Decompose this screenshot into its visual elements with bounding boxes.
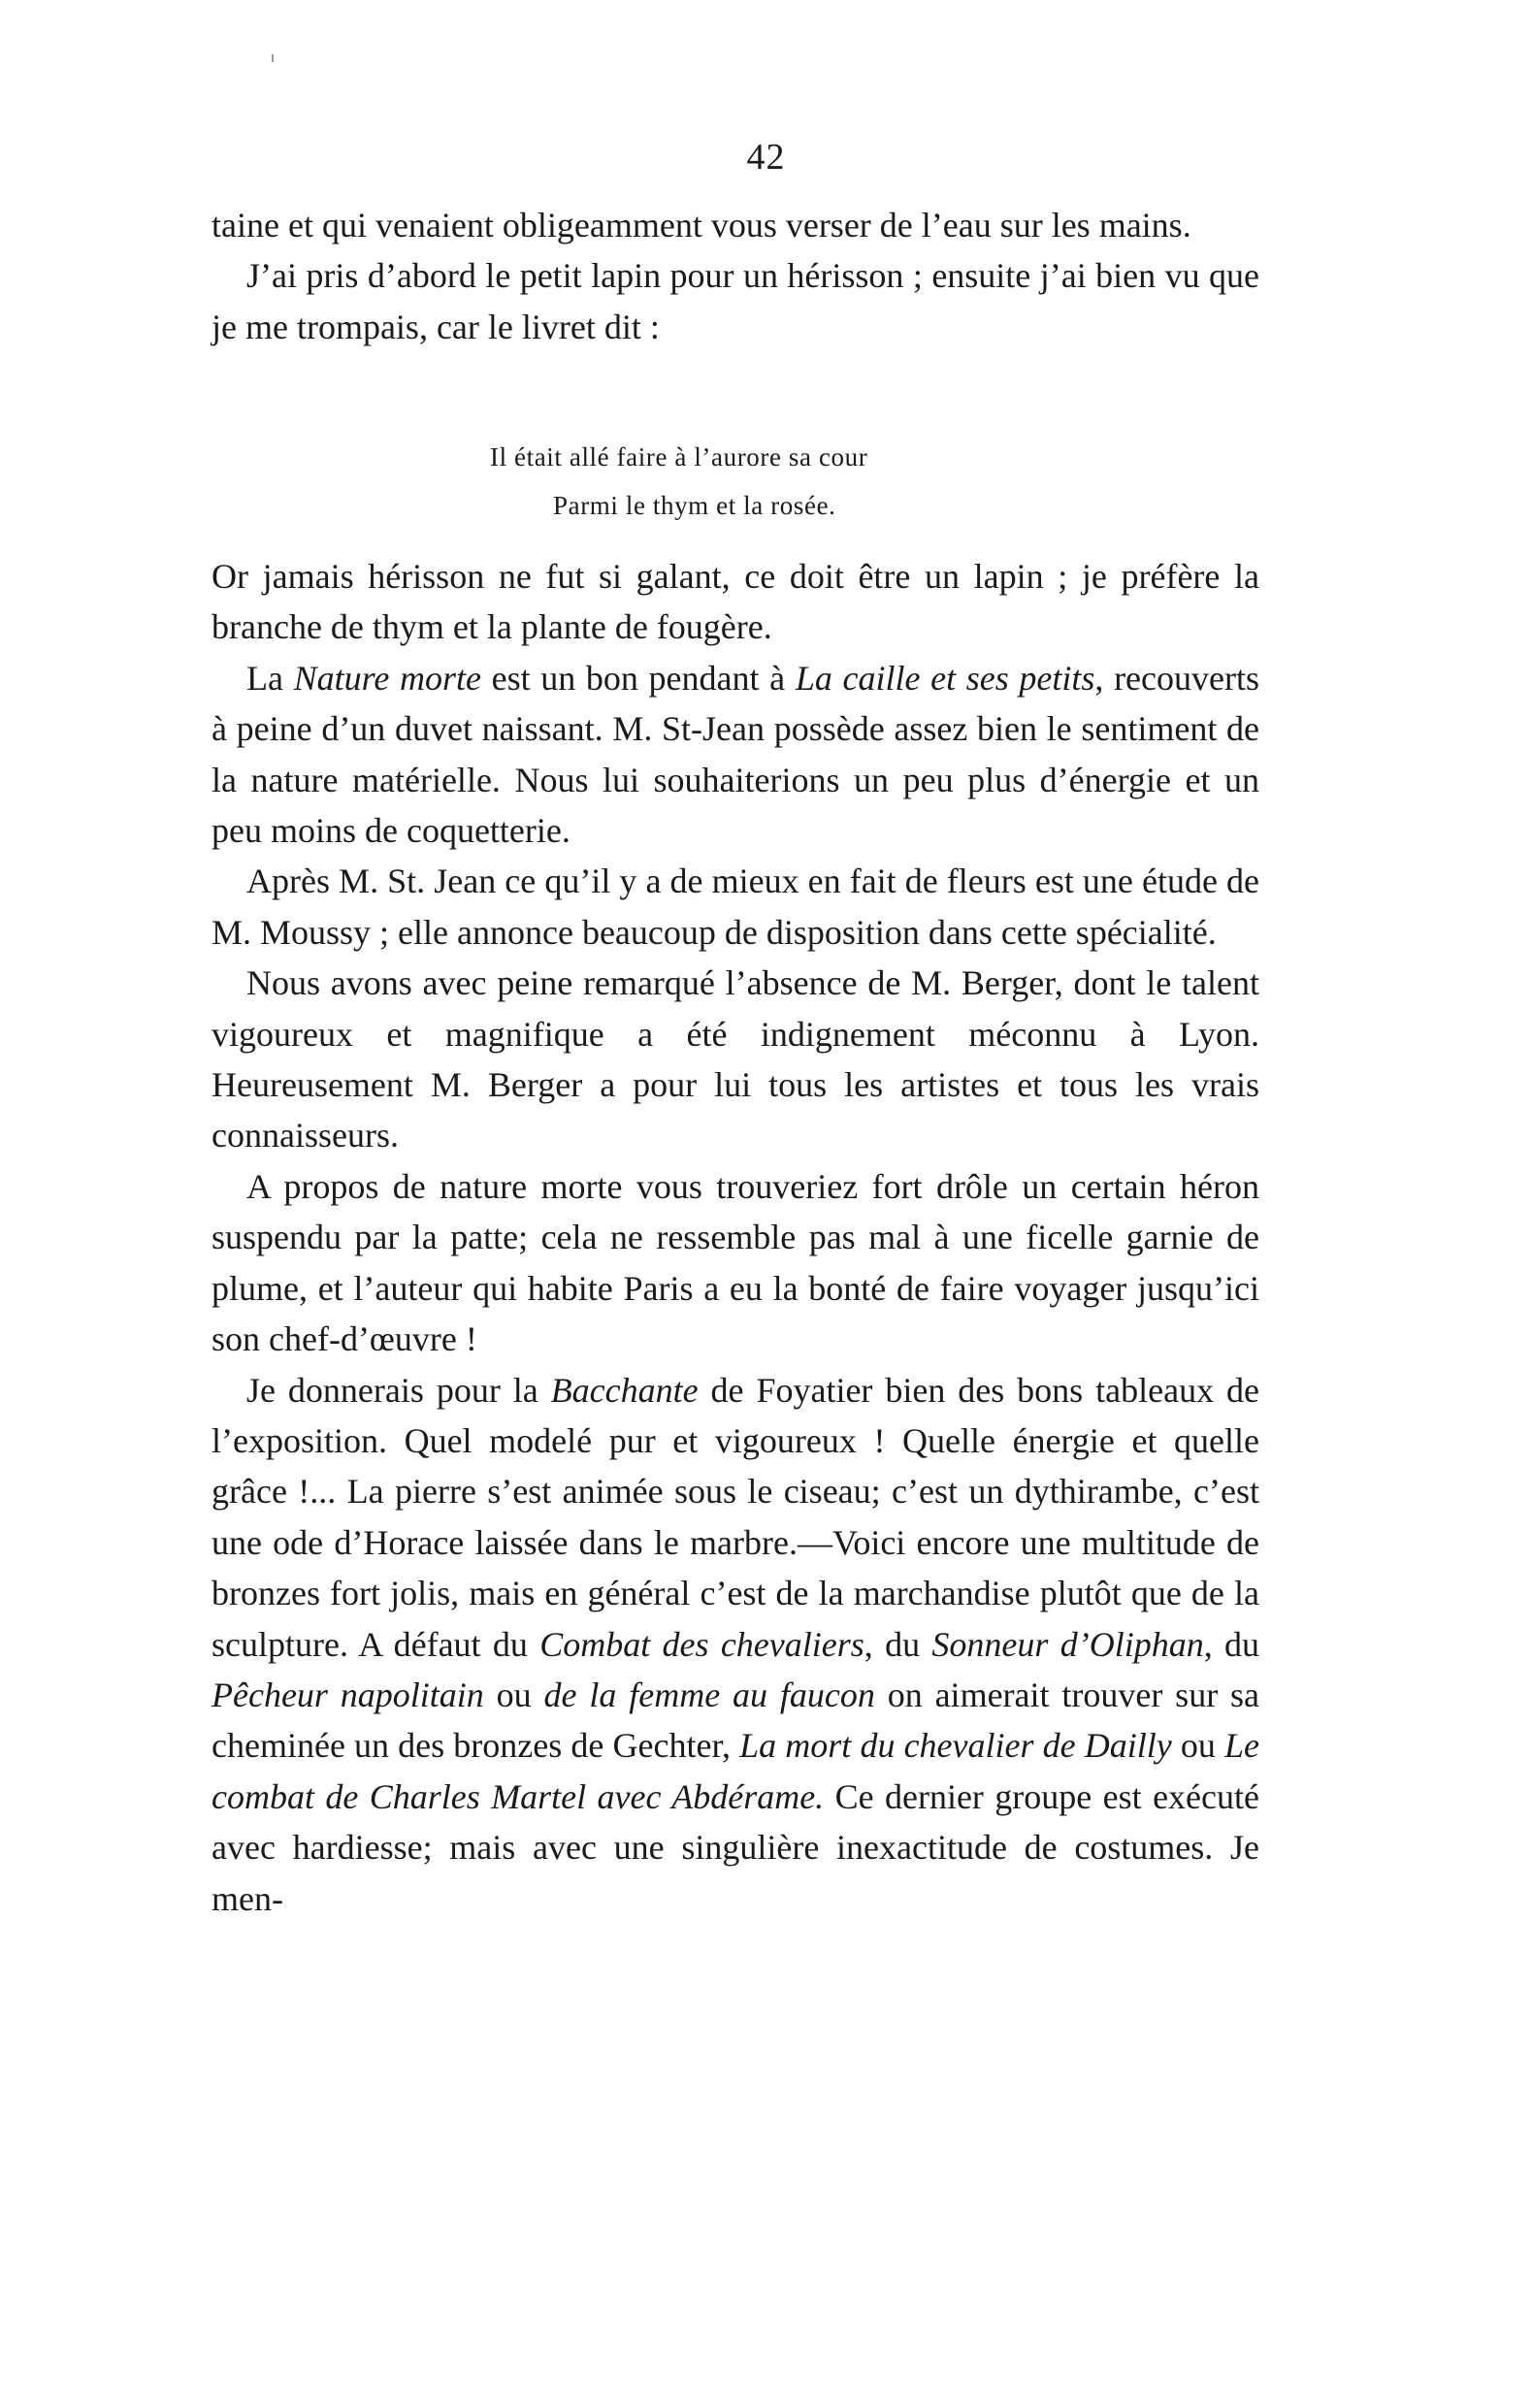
- text-run: Ce dernier groupe est exécuté avec hardiesse; mais avec une singulière inexactitude de costumes. Je men-: [212, 1776, 1259, 1918]
- artwork-title: Le combat de Charles Martel avec Abdérame.: [212, 1726, 1260, 1816]
- artwork-title: Nature morte: [293, 658, 481, 698]
- text-run: on aimerait trouver sur sa cheminée un des bronzes de Gechter,: [212, 1675, 1260, 1766]
- verse-line-1: Il était allé faire à l’aurore sa cour: [490, 442, 868, 472]
- artwork-title: Sonneur d’Oliphan: [931, 1624, 1204, 1664]
- text-run: , du: [1203, 1624, 1260, 1664]
- scan-speck: [272, 54, 274, 62]
- artwork-title: Combat des chevaliers: [539, 1624, 864, 1664]
- paragraph-lapin-text: J’ai pris d’abord le petit lapin pour un hérisson ; ensuite j’ai bien vu que je me trompais, car le livret dit :: [212, 256, 1259, 346]
- text-run: ou: [1171, 1726, 1225, 1766]
- text-run: Je donnerais pour la: [246, 1370, 551, 1410]
- text-run: , du: [864, 1624, 932, 1664]
- artwork-title: La mort du chevalier de Dailly: [739, 1726, 1172, 1766]
- artwork-title: de la femme au faucon: [543, 1675, 875, 1714]
- verse-quote: [490, 433, 867, 530]
- artwork-title: La caille et ses petits: [795, 658, 1095, 698]
- paragraph-bacchante: [212, 1365, 1259, 1924]
- verse-line-2: Parmi le thym et la rosée.: [553, 491, 836, 520]
- paragraph-lapin: [212, 250, 1259, 352]
- text-run: de Foyatier bien des bons tableaux de l’exposition. Quel modelé pur et vigoureux ! Quelle énergie et quelle grâce !... La pierre s’est animée sous le ciseau; c’est un dythirambe, c’est une ode d’Horace laissée dans le marbre.—Voici encore une multitude de bronzes fort jolis, mais en général c’est de la marchandise plutôt que de la sculpture. A défaut du: [212, 1370, 1259, 1664]
- paragraph-continuation: taine et qui venaient obligeamment vous verser de l’eau sur les mains.: [212, 206, 1191, 244]
- paragraph-heron: A propos de nature morte vous trouveriez fort drôle un certain héron suspendu par la patte; cela ne ressemble pas mal à une ficelle garnie de plume, et l’auteur qui habite Paris a eu la bonté de faire voyager jusqu’ici son chef-d’œuvre !: [212, 1166, 1259, 1359]
- text-run: La: [246, 658, 294, 698]
- artwork-title: Pêcheur napolitain: [212, 1675, 484, 1714]
- page-number: 42: [746, 137, 786, 178]
- artwork-title: Bacchante: [550, 1370, 699, 1410]
- text-run: ou: [483, 1675, 544, 1714]
- body-text-main: [212, 551, 1259, 1924]
- text-run: , recouverts à peine d’un duvet naissant. M. St-Jean possède assez bien le sentiment de la nature matérielle. Nous lui souhaiterions un peu plus d’énergie et un peu moins de coquetterie.: [212, 658, 1259, 851]
- body-text-top: [212, 200, 1259, 352]
- paragraph-nature-morte: [212, 653, 1259, 857]
- paragraph-herisson: Or jamais hérisson ne fut si galant, ce doit être un lapin ; je préfère la branche de thym et la plante de fougère.: [212, 557, 1259, 647]
- text-run: est un bon pendant à: [480, 658, 796, 698]
- paragraph-berger: Nous avons avec peine remarqué l’absence de M. Berger, dont le talent vigoureux et magnifique a été indignement méconnu à Lyon. Heureusement M. Berger a pour lui tous les artistes et tous les vrais connaisseurs.: [212, 963, 1259, 1155]
- paragraph-fleurs: Après M. St. Jean ce qu’il y a de mieux en fait de fleurs est une étude de M. Moussy ; elle annonce beaucoup de disposition dans cette spécialité.: [212, 862, 1259, 952]
